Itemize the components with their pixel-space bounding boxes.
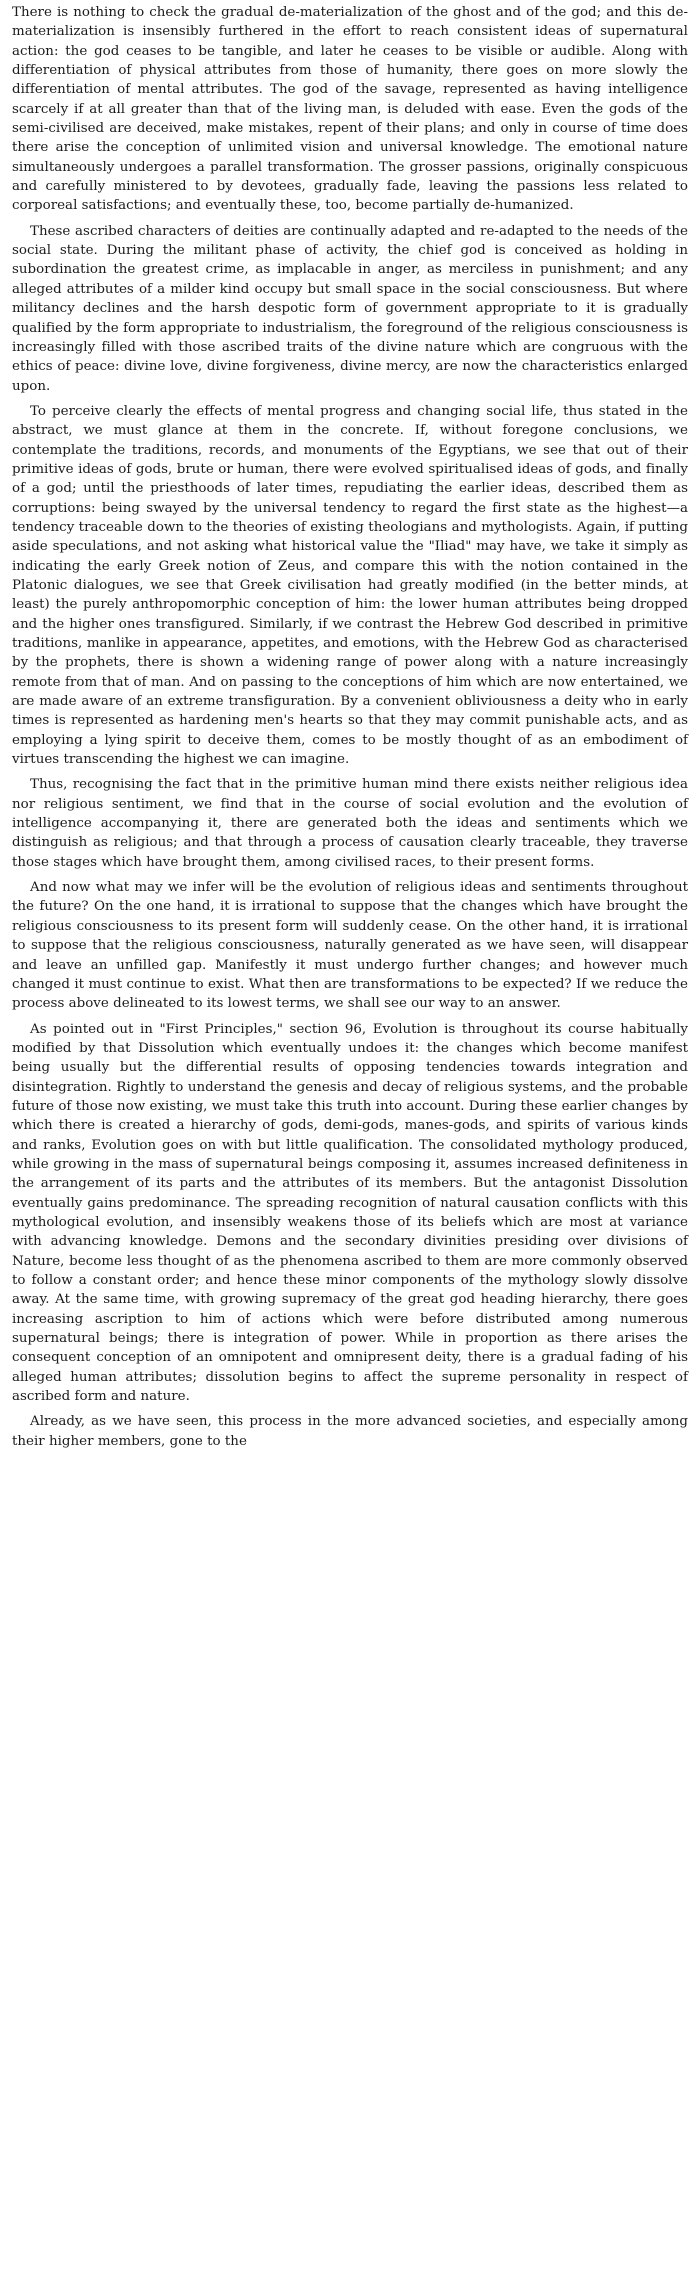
- paragraph: There is nothing to check the gradual de-materialization of the ghost and of the god; and this de-materialization is insensibly furthered in the effort to reach consistent ideas of supernatural action: the god ceases to be tangible, and later he ceases to be visible or audible. Along with differentiation of physical attributes from those of humanity, there goes on more slowly the differentiation of mental attributes. The god of the savage, represented as having intelligence scarcely if at all greater than that of the living man, is deluded with ease. Even the gods of the semi-civilised are deceived, make mistakes, repent of their plans; and only in course of time does there arise the conception of unlimited vision and universal knowledge. The emotional nature simultaneously undergoes a parallel transformation. The grosser passions, originally conspicuous and carefully ministered to by devotees, gradually fade, leaving the passions less related to corporeal satisfactions; and eventually these, too, become partially de-humanized.: [12, 5, 688, 214]
- paragraph: And now what may we infer will be the evolution of religious ideas and sentiments throughout the future? On the one hand, it is irrational to suppose that the changes which have brought the religious consciousness to its present form will suddenly cease. On the other hand, it is irrational to suppose that the religious consciousness, naturally generated as we have seen, will disappear and leave an unfilled gap. Manifestly it must undergo further changes; and however much changed it must continue to exist. What then are transformations to be expected? If we reduce the process above delineated to its lowest terms, we shall see our way to an answer.: [12, 880, 688, 1012]
- paragraph: As pointed out in "First Principles," section 96, Evolution is throughout its course habitually modified by that Dissolution which eventually undoes it: the changes which become manifest being usually but the differential results of opposing tendencies towards integration and disintegration. Rightly to understand the genesis and decay of religious systems, and the probable future of those now existing, we must take this truth into account. During these earlier changes by which there is created a hierarchy of gods, demi-gods, manes-gods, and spirits of various kinds and ranks, Evolution goes on with but little qualification. The consolidated mythology produced, while growing in the mass of supernatural beings composing it, assumes increased definiteness in the arrangement of its parts and the attributes of its members. But the antagonist Dissolution eventually gains predominance. The spreading recognition of natural causation conflicts with this mythological evolution, and insensibly weakens those of its beliefs which are most at variance with advancing knowledge. Demons and the secondary divinities presiding over divisions of Nature, become less thought of as the phenomena ascribed to them are more commonly observed to follow a constant order; and hence these minor components of the mythology slowly dissolve away. At the same time, with growing supremacy of the great god heading hierarchy, there goes increasing ascription to him of actions which were before distributed among numerous supernatural beings; there is integration of power. While in proportion as there arises the consequent conception of an omnipotent and omnipresent deity, there is a gradual fading of his alleged human attributes; dissolution begins to affect the supreme personality in respect of ascribed form and nature.: [12, 1021, 688, 1405]
- paragraph: Already, as we have seen, this process in the more advanced societies, and especially among their higher members, gone to the: [12, 1414, 688, 1449]
- paragraph: These ascribed characters of deities are continually adapted and re-adapted to the needs of the social state. During the militant phase of activity, the chief god is conceived as holding in subordination the greatest crime, as implacable in anger, as merciless in punishment; and any alleged attributes of a milder kind occupy but small space in the social consciousness. But where militancy declines and the harsh despotic form of government appropriate to it is gradually qualified by the form appropriate to industrialism, the foreground of the religious consciousness is increasingly filled with those ascribed traits of the divine nature which are congruous with the ethics of peace: divine love, divine forgiveness, divine mercy, are now the characteristics enlarged upon.: [12, 223, 688, 394]
- paragraph: To perceive clearly the effects of mental progress and changing social life, thus stated in the abstract, we must glance at them in the concrete. If, without foregone conclusions, we contemplate the traditions, records, and monuments of the Egyptians, we see that out of their primitive ideas of gods, brute or human, there were evolved spiritualised ideas of gods, and finally of a god; until the priesthoods of later times, repudiating the earlier ideas, described them as corruptions: being swayed by the universal tendency to regard the first state as the highest—a tendency traceable down to the theories of existing theologians and mythologists. Again, if putting aside speculations, and not asking what historical value the "Iliad" may have, we take it simply as indicating the early Greek notion of Zeus, and compare this with the notion contained in the Platonic dialogues, we see that Greek civilisation had greatly modified (in the better minds, at least) the purely anthropomorphic conception of him: the lower human attributes being dropped and the higher ones transfigured. Similarly, if we contrast the Hebrew God described in primitive traditions, manlike in appearance, appetites, and emotions, with the Hebrew God as characterised by the prophets, there is shown a widening range of power along with a nature increasingly remote from that of man. And on passing to the conceptions of him which are now entertained, we are made aware of an extreme transfiguration. By a convenient obliviousness a deity who in early times is represented as hardening men's hearts so that they may commit punishable acts, and as employing a lying spirit to deceive them, comes to be mostly thought of as an embodiment of virtues transcending the highest we can imagine.: [12, 403, 688, 768]
- paragraph: Thus, recognising the fact that in the primitive human mind there exists neither religious idea nor religious sentiment, we find that in the course of social evolution and the evolution of intelligence accompanying it, there are generated both the ideas and sentiments which we distinguish as religious; and that through a process of causation clearly traceable, they traverse those stages which have brought them, among civilised races, to their present forms.: [12, 777, 688, 870]
